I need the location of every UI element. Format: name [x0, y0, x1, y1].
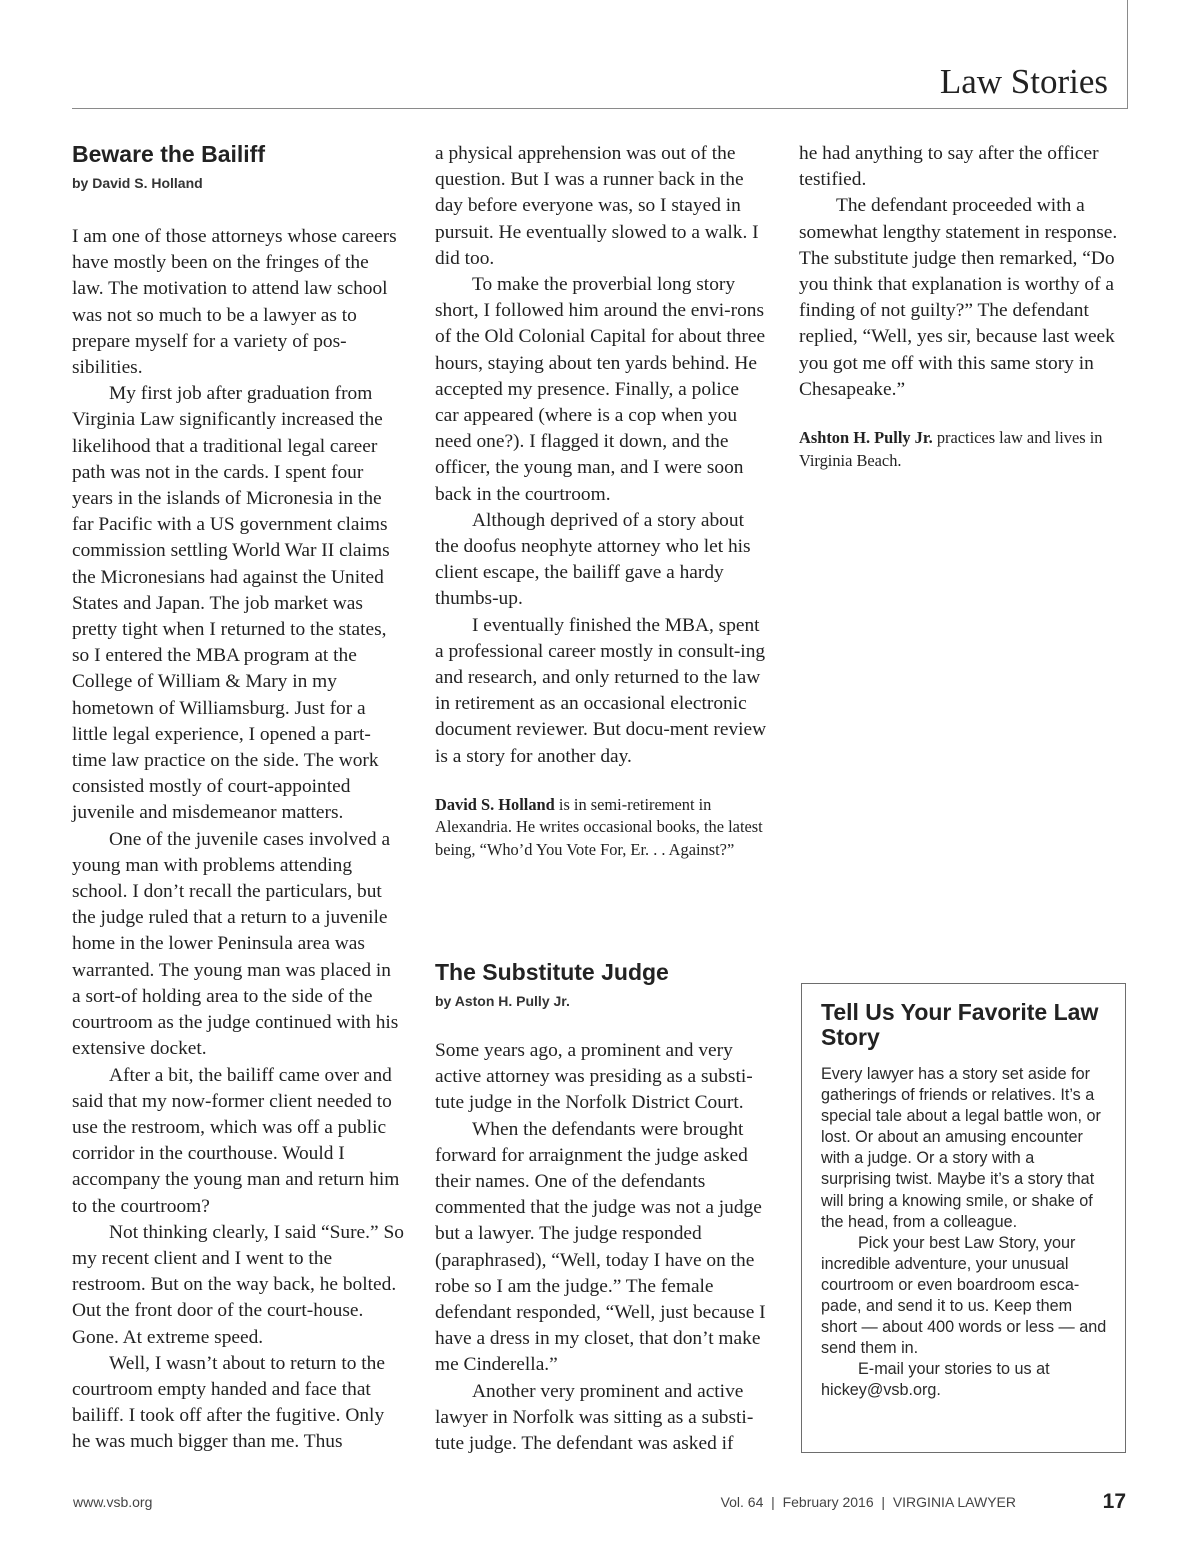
story2-body — [435, 1038, 767, 1457]
story2-bio-name: Ashton H. Pully Jr. — [799, 428, 933, 448]
submit-story-paragraph: Pick your best Law Story, your incredible adventure, your unusual courtroom or even boardroom esca-pade, and send it to us. Keep them short — about 400 words or less — and send them in. — [821, 1233, 1107, 1358]
story1-paragraph: a physical apprehension was out of the question. But I was a runner back in the day before everyone was, so I stayed in pursuit. He eventually slowed to a walk. I did too. — [435, 143, 759, 269]
story2-bio-text: practices law and lives in Virginia Beach. — [799, 428, 1103, 470]
footer-url: www.vsb.org — [73, 1494, 153, 1510]
footer-issue: Vol. 64 | February 2016 | VIRGINIA LAWYER — [720, 1494, 1016, 1510]
story2-paragraph: The defendant proceeded with a somewhat lengthy statement in response. The substitute judge then remarked, “Do you think that explanation is worthy of a finding of not guilty?” The defendant replied, “Well, yes sir, because last week you got me off with this same story in Chesapeake.” — [799, 195, 1118, 400]
column-1 — [72, 140, 404, 1456]
column-3 — [799, 141, 1131, 472]
column-2 — [435, 141, 767, 862]
story1-paragraph: One of the juvenile cases involved a young man with problems attending school. I don’t recall the particulars, but the judge ruled that a return to a juvenile home in the lower Peninsula area was warranted. The young man was placed in a sort-of holding area to the side of the courtroom as the judge continued with his extensive docket. — [72, 828, 399, 1060]
story1-paragraph: I eventually finished the MBA, spent a professional career mostly in consult-ing and research, and only returned to the law in retirement as an occasional electronic document reviewer. But docu-ment review is a story for another day. — [435, 614, 767, 767]
story1-paragraph: Although deprived of a story about the doofus neophyte attorney who let his client escape, the bailiff gave a hardy thumbs-up. — [435, 509, 751, 610]
submit-story-email: E-mail your stories to us at hickey@vsb.org. — [821, 1360, 1050, 1400]
submit-story-box — [801, 983, 1126, 1453]
submit-story-title: Tell Us Your Favorite Law Story — [821, 999, 1099, 1050]
section-title: Law Stories — [939, 62, 1108, 101]
story1-byline: by David S. Holland — [72, 175, 203, 191]
story2-author-bio — [799, 427, 1131, 472]
header-horizontal-rule — [72, 108, 1128, 109]
story2-title: The Substitute Judge — [435, 959, 669, 985]
story2 — [435, 958, 767, 1457]
story1-paragraph: Well, I wasn’t about to return to the courtroom empty handed and face that bailiff. I took off after the fugitive. Only he was much bigger than me. Thus — [72, 1352, 385, 1453]
story1-bio-text: is in semi-retirement in Alexandria. He writes occasional books, the latest being, “Who’d You Vote For, Er. . . Against?” — [435, 794, 763, 860]
story1-paragraph: Not thinking clearly, I said “Sure.” So my recent client and I went to the restroom. But on the way back, he bolted. Out the front door of the court-house. Gone. At extreme speed. — [72, 1221, 404, 1348]
story2-paragraph: Another very prominent and active lawyer in Norfolk was sitting as a substi-tute judge. The defendant was asked if — [435, 1380, 754, 1455]
story1-paragraph: After a bit, the bailiff came over and said that my now-former client needed to use the restroom, which was off a public corridor in the courthouse. Would I accompany the young man and return him to the courtroom? — [72, 1064, 400, 1217]
submit-story-paragraph: Every lawyer has a story set aside for gatherings of friends or relatives. It’s a special tale about a legal battle won, or lost. Or about an amusing encounter with a judge. Or a story with a surprising twist. Maybe it’s a story that will bring a knowing smile, or shake of the head, from a colleague. — [821, 1065, 1101, 1231]
page-number: 17 — [1102, 1490, 1126, 1513]
story1-title: Beware the Bailiff — [72, 141, 265, 167]
story1-paragraph: My first job after graduation from Virginia Law significantly increased the likelihood that a traditional legal career path was not in the cards. I spent four years in the islands of Micronesia in the far Pacific with a US government claims commission settling World War II claims the Micronesians had against the United States and Japan. The job market was pretty tight when I returned to the states, so I entered the MBA program at the College of William & Mary in my hometown of Williamsburg. Just for a little legal experience, I opened a part-time law practice on the side. The work consisted mostly of court-appointed juvenile and misdemeanor matters. — [72, 383, 390, 824]
story1-paragraph: I am one of those attorneys whose careers have mostly been on the fringes of the law. The motivation to attend law school was not so much to be a lawyer as to prepare myself for a variety of pos-sibilities. — [72, 226, 397, 379]
story2-paragraph: When the defendants were brought forward for arraignment the judge asked their names. One of the defendants commented that the judge was not a judge but a lawyer. The judge responded (paraphrased), “Well, today I have on the robe so I am the judge.” The female defendant responded, “Well, just because I have a dress in my closet, that don’t make me Cinderella.” — [435, 1118, 766, 1376]
story1-author-bio — [435, 794, 767, 862]
story2-paragraph: Some years ago, a prominent and very active attorney was presiding as a substi-tute judge in the Norfolk District Court. — [435, 1040, 753, 1114]
story2-byline: by Aston H. Pully Jr. — [435, 993, 570, 1009]
story1-paragraph: To make the proverbial long story short, I followed him around the envi-rons of the Old Colonial Capital for about three hours, staying about ten yards behind. He accepted my presence. Finally, a police car appeared (where is a cop when you need one?). I flagged it down, and the officer, the young man, and I were soon back in the courtroom. — [435, 274, 766, 505]
story1-body — [72, 224, 404, 1456]
story1-bio-name: David S. Holland — [435, 794, 555, 814]
header-vertical-rule — [1127, 0, 1128, 108]
story2-paragraph: he had anything to say after the officer testified. — [799, 143, 1099, 191]
